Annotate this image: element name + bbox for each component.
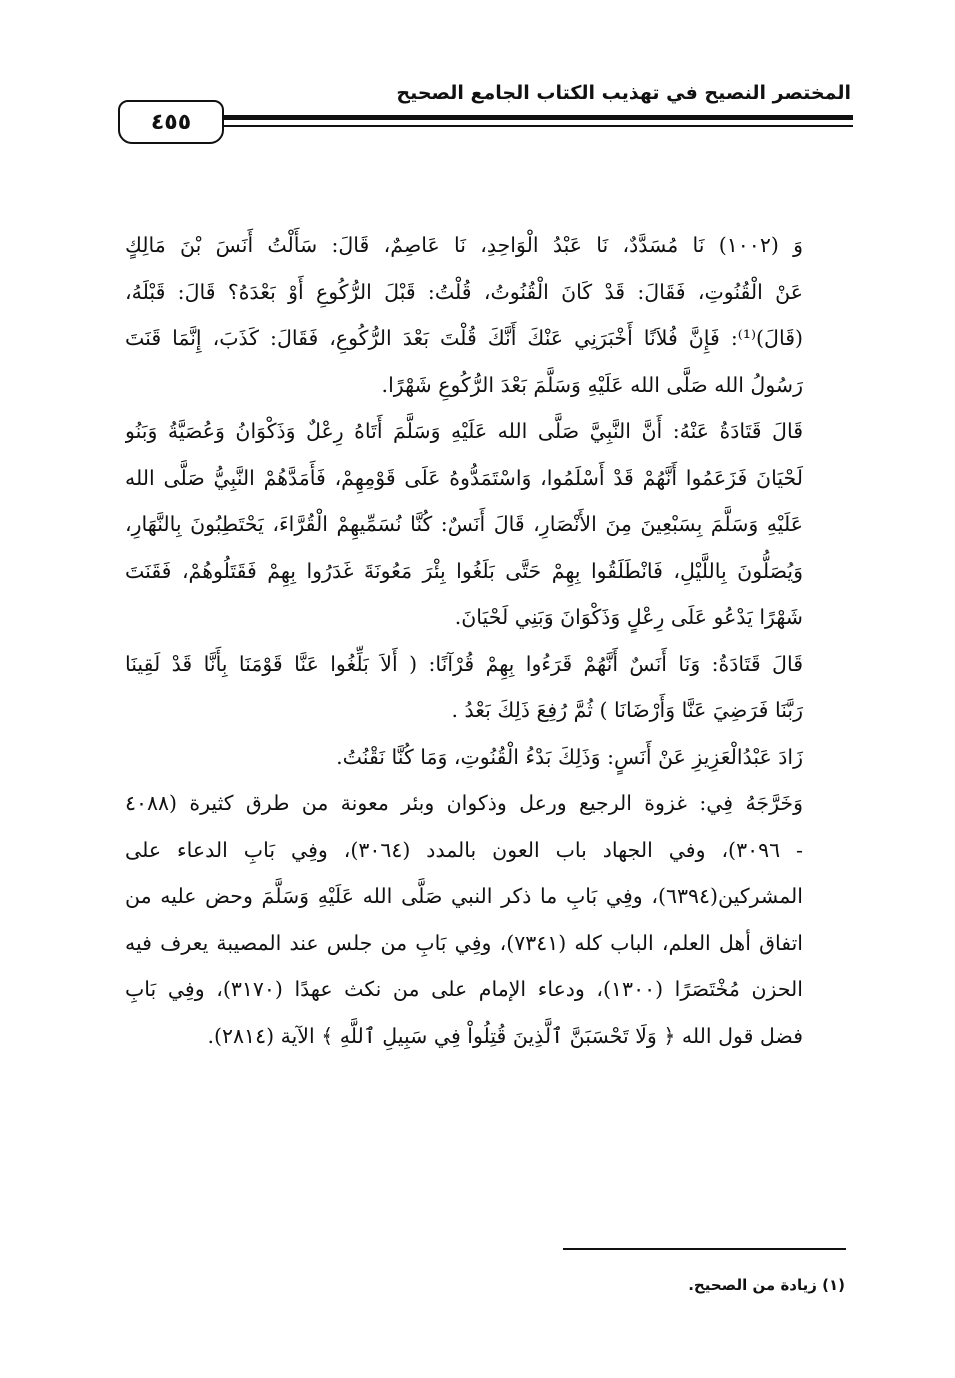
paragraph-takhrij: [125, 780, 845, 1059]
text-line: قَالَ قَتَادَةُ عَنْهُ: أَنَّ النَّبِيَّ صَلَّى الله عَلَيْهِ وَسَلَّمَ أَتَاهُ رِعْلٌ وَذَكْوَانُ وَعُصَيَّةُ وَبَنُو: [125, 419, 803, 443]
paragraph-qatada-2: [125, 641, 845, 734]
paragraph-qatada-1: [125, 408, 845, 641]
text-line: زَادَ عَبْدُالْعَزِيزِ عَنْ أَنَسٍ: وَذَلِكَ بَدْءُ الْقُنُوتِ، وَمَا كُنَّا نَقْنُتُ.: [336, 744, 803, 769]
text-line: المشركين(٦٣٩٤)، وفِي بَابِ ما ذكر النبي صَلَّى الله عَلَيْهِ وَسَلَّمَ وحض عليه من: [125, 884, 803, 908]
page-number-frame: [118, 100, 224, 144]
main-text: [125, 222, 845, 1059]
text-line: - ٣٠٩٦)، وفي الجهاد باب العون بالمدد (٣٠٦٤)، وفِي بَابِ الدعاء على: [125, 837, 803, 862]
text-line: رَبَّنَا فَرَضِيَ عَنَّا وَأَرْضَانَا ) ثُمَّ رُفِعَ ذَلِكَ بَعْدُ .: [451, 698, 803, 722]
text-line: شَهْرًا يَدْعُو عَلَى رِعْلٍ وَذَكْوَانَ وَبَنِي لَحْيَانَ.: [454, 605, 803, 629]
header-rule-thick: [224, 115, 853, 120]
text-line: اتفاق أهل العلم، الباب كله (٧٣٤١)، وفِي بَابِ من جلس عند المصيبة يعرف فيه: [125, 930, 803, 955]
text-line: عَلَيْهِ وَسَلَّمَ بِسَبْعِينَ مِنَ الأَنْصَارِ، قَالَ أَنَسٌ: كُنَّا نُسَمِّيهِمْ الْقُرَّاءَ، يَحْتَطِبُونَ بِالنَّهَارِ،: [125, 512, 803, 536]
page-number: ٤٥٥: [150, 109, 192, 135]
paragraph-abdulaziz: [125, 734, 845, 781]
text-line: وَيُصَلُّونَ بِاللَّيْلِ، فَانْطَلَقُوا بِهِمْ حَتَّى بَلَغُوا بِئْرَ مَعُونَةَ غَدَرُوا بِهِمْ فَقَتَلُوهُمْ، فَقَنَتَ: [125, 558, 803, 583]
header-rule-thin: [224, 125, 853, 127]
text-line: لَحْيَانَ فَزَعَمُوا أَنَّهُمْ قَدْ أَسْلَمُوا، وَاسْتَمَدُّوهُ عَلَى قَوْمِهِمْ، فَأَمَدَّهُمْ النَّبِيُّ صَلَّى الله: [125, 465, 803, 490]
page-header: [118, 82, 853, 162]
text-line: وَخَرَّجَهُ فِي: غزوة الرجيع ورعل وذكوان وبئر معونة من طرق كثيرة (٤٠٨٨: [125, 791, 803, 815]
text-line: قَالَ قَتَادَةُ: وَنَا أَنَسٌ أَنَّهُمْ قَرَءُوا بِهِمْ قُرْآنًا: ( أَلاَ بَلِّغُوا عَنَّا قَوْمَنَا بِأَنَّا قَدْ لَقِينَا: [125, 651, 803, 676]
footnote-separator: [563, 1248, 846, 1250]
text-line: عَنْ الْقُنُوتِ، فَقَالَ: قَدْ كَانَ الْقُنُوتُ، قُلْتُ: قَبْلَ الرُّكُوعِ أَوْ بَعْدَهُ؟ قَالَ: قَبْلَهُ،: [125, 279, 803, 304]
text-line: رَسُولُ الله صَلَّى الله عَلَيْهِ وَسَلَّمَ بَعْدَ الرُّكُوعِ شَهْرًا.: [381, 372, 803, 397]
paragraph-hadith-1002: [125, 222, 845, 408]
footnote: (١) زيادة من الصحيح.: [688, 1276, 845, 1294]
running-title: المختصر النصيح في تهذيب الكتاب الجامع الصحيح: [396, 82, 851, 104]
text-line: وَ (١٠٠٢) نَا مُسَدَّدٌ، نَا عَبْدُ الْوَاحِدِ، نَا عَاصِمٌ، قَالَ: سَأَلْتُ أَنَسَ بْنَ مَالِكٍ: [125, 233, 804, 257]
text-line: الحزن مُخْتَصَرًا (١٣٠٠)، ودعاء الإمام على من نكث عهدًا (٣١٧٠)، وفِي بَابِ: [125, 977, 803, 1001]
text-line: فضل قول الله ﴿ وَلَا تَحْسَبَنَّ ٱلَّذِينَ قُتِلُواْ فِي سَبِيلِ ٱللَّهِ ﴾ الآية (٢٨١٤).: [207, 1023, 803, 1048]
text-line: (قَالَ)⁽¹⁾: فَإِنَّ فُلاَنًا أَخْبَرَنِي عَنْكَ أَنَّكَ قُلْتَ بَعْدَ الرُّكُوعِ، فَقَالَ: كَذَبَ، إِنَّمَا قَنَتَ: [125, 326, 803, 350]
